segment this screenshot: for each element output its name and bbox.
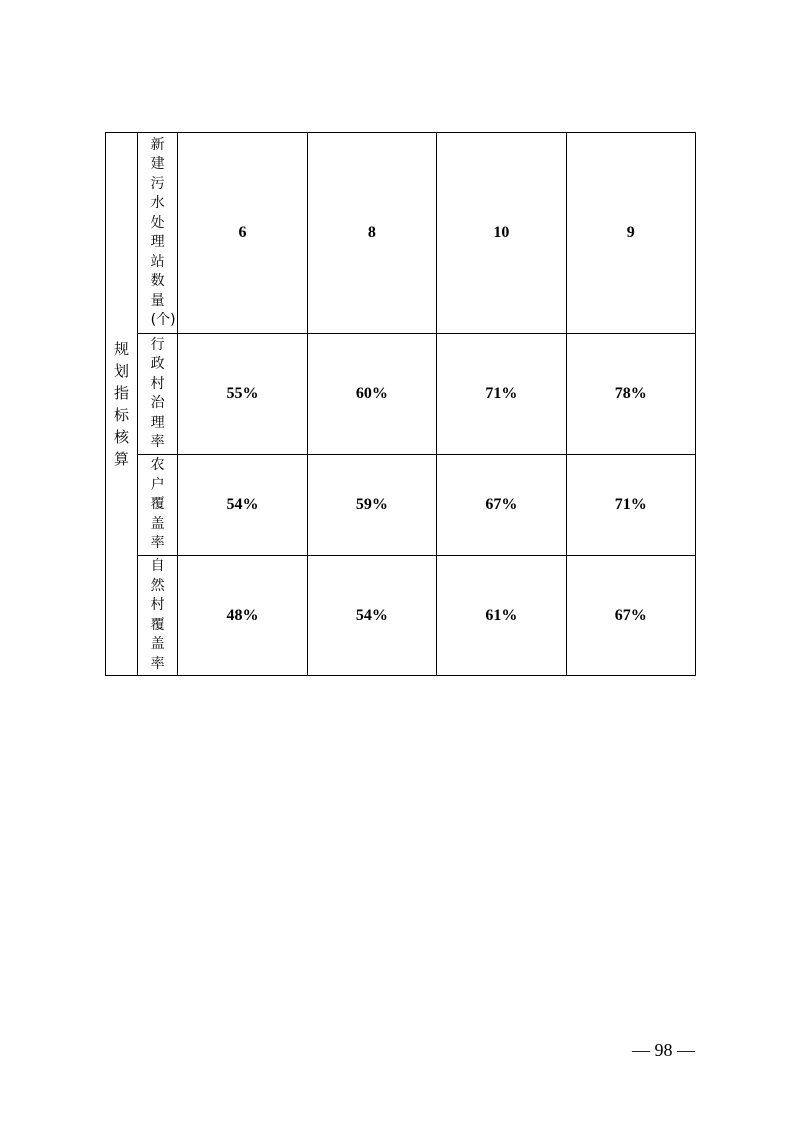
value-cell: 55%: [178, 334, 307, 455]
value-cell: 71%: [437, 334, 566, 455]
value-cell: 8: [307, 133, 436, 334]
page-number: — 98 —: [632, 1040, 695, 1060]
indicator-table: [105, 132, 696, 676]
value-cell: 10: [437, 133, 566, 334]
table-row: [106, 334, 696, 455]
metric-label: 农户覆盖率: [150, 457, 165, 552]
value-cell: 61%: [437, 556, 566, 676]
value-cell: 54%: [178, 455, 307, 556]
value-cell: 54%: [307, 556, 436, 676]
metric-label: 新建污水处理站数量(个): [150, 136, 176, 328]
value-cell: 9: [566, 133, 695, 334]
value-cell: 6: [178, 133, 307, 334]
metric-label-cell: [138, 455, 178, 556]
group-label: 规划指标核算: [114, 340, 130, 468]
metric-label-cell: [138, 133, 178, 334]
table-row: [106, 455, 696, 556]
value-cell: 48%: [178, 556, 307, 676]
metric-label-cell: [138, 556, 178, 676]
value-cell: 78%: [566, 334, 695, 455]
value-cell: 60%: [307, 334, 436, 455]
metric-label: 自然村覆盖率: [150, 558, 165, 672]
group-label-cell: [106, 133, 138, 676]
table-row: [106, 556, 696, 676]
value-cell: 67%: [437, 455, 566, 556]
table-row: [106, 133, 696, 334]
metric-label-cell: [138, 334, 178, 455]
value-cell: 67%: [566, 556, 695, 676]
value-cell: 59%: [307, 455, 436, 556]
metric-label: 行政村治理率: [150, 336, 165, 450]
value-cell: 71%: [566, 455, 695, 556]
